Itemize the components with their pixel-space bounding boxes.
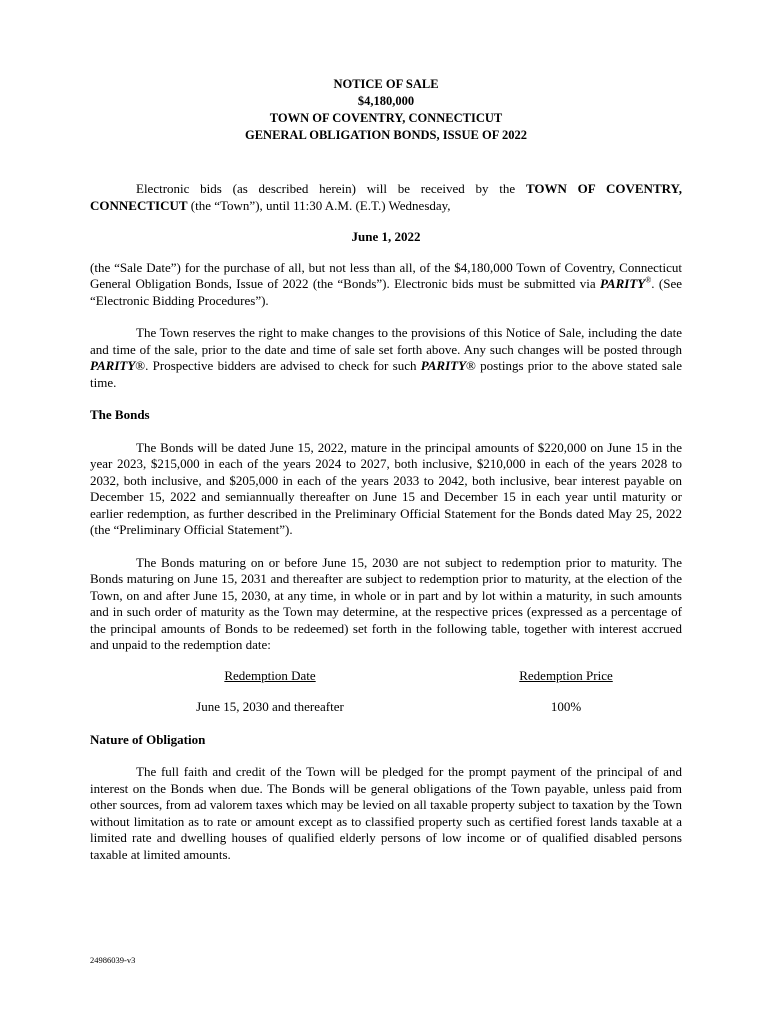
- sale-date-paragraph: [90, 260, 682, 310]
- document-body: [90, 76, 682, 863]
- changes-text-c: ® postings prior to the above stated sale time.: [90, 358, 682, 390]
- table-header-row: [90, 668, 682, 685]
- changes-text-a: The Town reserves the right to make changes to the provisions of this Notice of Sale, including the date and time of the sale, prior to the date and time of sale set forth above. Any such changes will be posted through: [90, 325, 682, 357]
- changes-paragraph: [90, 325, 682, 391]
- section-heading-bonds: The Bonds: [90, 407, 150, 422]
- changes-text-b: ®. Prospective bidders are advised to check for such: [135, 358, 421, 373]
- column-header-redemption-date: Redemption Date: [224, 667, 316, 683]
- table-row: [90, 699, 682, 716]
- title-issue: GENERAL OBLIGATION BONDS, ISSUE OF 2022: [244, 128, 527, 142]
- table-cell-date: June 15, 2030 and thereafter: [196, 699, 344, 714]
- intro-text-c: (the “Town”), until 11:30 A.M. (E.T.) Wednesday,: [187, 197, 451, 213]
- title-issuer: TOWN OF COVENTRY, CONNECTICUT: [269, 111, 503, 125]
- registered-mark: ®: [645, 275, 652, 285]
- table-cell-price: 100%: [550, 699, 582, 714]
- intro-text-a: Electronic bids (as described herein) will be received by the: [136, 181, 526, 196]
- parity-name: PARITY: [420, 358, 467, 373]
- document-title: [90, 76, 682, 144]
- title-amount: $4,180,000: [357, 94, 415, 108]
- document-id: 24986039-v3: [90, 955, 136, 965]
- column-header-redemption-price: Redemption Price: [519, 667, 613, 683]
- intro-paragraph: [90, 181, 682, 214]
- redemption-table: [90, 668, 682, 716]
- obligation-paragraph: The full faith and credit of the Town will be pledged for the prompt payment of the principal of and interest on the Bonds when due. The Bonds will be general obligations of the Town payable, unless paid from other sources, from ad valorem taxes which may be levied on all taxable property subject to taxation by the Town without limitation as to rate or amount except as to classified property such as certified forest lands taxable at a limited rate and dwelling houses of qualified elderly persons of low income or of qualified disabled persons taxable at limited amounts.: [90, 764, 682, 862]
- sale-date: June 1, 2022: [351, 229, 421, 244]
- parity-name: PARITY: [90, 358, 136, 373]
- parity-name: PARITY: [599, 276, 646, 291]
- sale-text-b: . (See “Electronic Bidding Procedures”).: [90, 276, 682, 308]
- redemption-paragraph: The Bonds maturing on or before June 15, 2030 are not subject to redemption prior to maturity. The Bonds maturing on June 15, 2031 and thereafter are subject to redemption prior to maturity, at the election of the Town, on and after June 15, 2030, at any time, in whole or in part and by lot within a maturity, in such amounts and in such order of maturity as the Town may determine, at the respective prices (expressed as a percentage of the principal amounts of Bonds to be redeemed) set forth in the following table, together with interest accrued and unpaid to the redemption date:: [90, 554, 682, 652]
- issuer-name: TOWN OF COVENTRY, CONNECTICUT: [90, 181, 682, 213]
- bonds-paragraph: The Bonds will be dated June 15, 2022, mature in the principal amounts of $220,000 on June 15 in the year 2023, $215,000 in each of the years 2024 to 2027, both inclusive, $210,000 in each of the years 2028 to 2032, both inclusive, and $205,000 in each of the years 2033 to 2042, both inclusive, bear interest payable on December 15, 2022 and semiannually thereafter on June 15 and December 15 in each year until maturity or earlier redemption, as further described in the Preliminary Official Statement for the Bonds dated May 25, 2022 (the “Preliminary Official Statement”).: [90, 439, 682, 537]
- title-notice-of-sale: NOTICE OF SALE: [333, 77, 439, 91]
- sale-text-a: (the “Sale Date”) for the purchase of all, but not less than all, of the $4,180,000 Town of Coventry, Connecticut General Obligation Bonds, Issue of 2022 (the “Bonds”). Electronic bids must be submitted via: [90, 259, 682, 291]
- section-heading-obligation: Nature of Obligation: [90, 731, 206, 747]
